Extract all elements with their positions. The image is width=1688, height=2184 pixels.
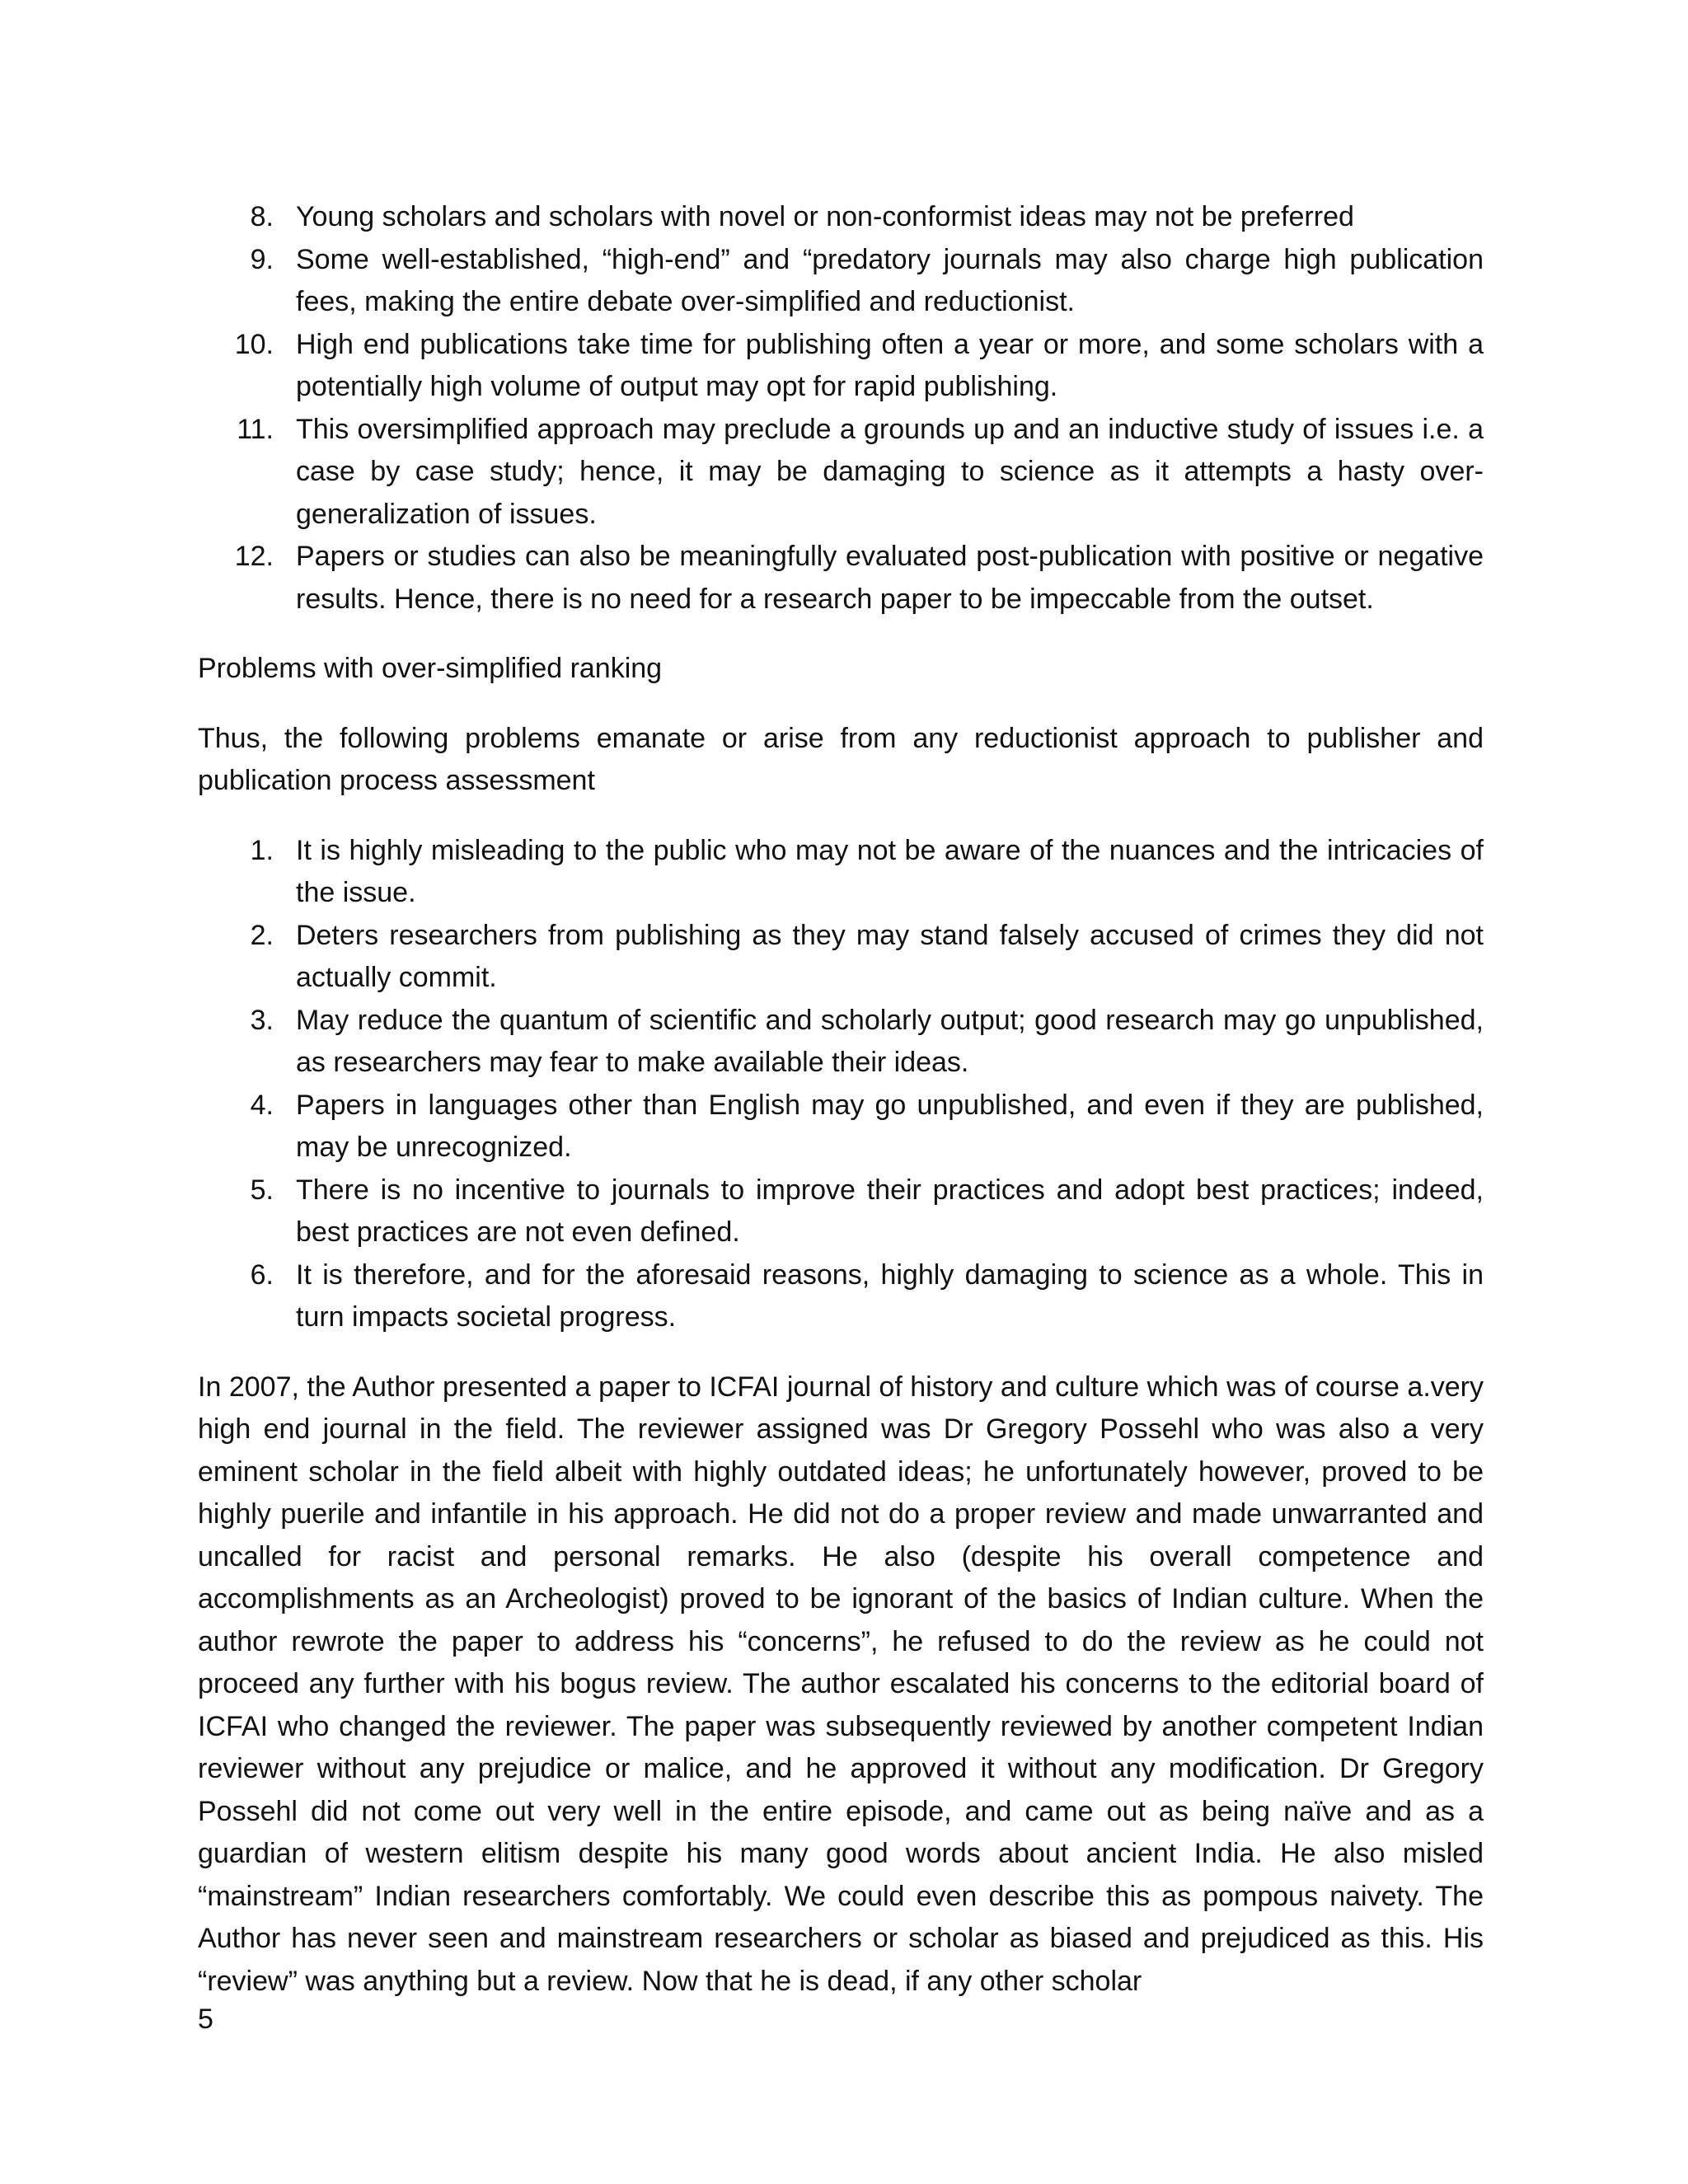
list-item-number: 3.: [250, 1004, 274, 1036]
body-paragraph: In 2007, the Author presented a paper to ICFAI journal of history and culture which was of course a.very high end journal in the field. The reviewer assigned was Dr Gregory Possehl who was also a very eminent scholar in the field albeit with highly outdated ideas; he unfortunately however, proved to be highly puerile and infantile in his approach. He did not do a proper review and made unwarranted and uncalled for racist and personal remarks. He also (despite his overall competence and accomplishments as an Archeologist) proved to be ignorant of the basics of Indian culture. When the author rewrote the paper to address his “concerns”, he refused to do the review as he could not proceed any further with his bogus review. The author escalated his concerns to the editorial board of ICFAI who changed the reviewer. The paper was subsequently reviewed by another competent Indian reviewer without any prejudice or malice, and he approved it without any modification. Dr Gregory Possehl did not come out very well in the entire episode, and came out as being naïve and as a guardian of western elitism despite his many good words about ancient India. He also misled “mainstream” Indian researchers comfortably. We could even describe this as pompous naivety. The Author has never seen and mainstream researchers or scholar as biased and prejudiced as this. His “review” was anything but a review. Now that he is dead, if any other scholar: [198, 1371, 1484, 1997]
list-item: [198, 1000, 1484, 1085]
list-item: [198, 1254, 1484, 1339]
list-item: [198, 409, 1484, 537]
list-item-text: This oversimplified approach may preclude a grounds up and an inductive study of issues i.e. a case by case study; hence, it may be damaging to science as it attempts a hasty over-generalization of issues.: [296, 413, 1484, 530]
list-item-text: It is therefore, and for the aforesaid reasons, highly damaging to science as a whole. This in turn impacts societal progress.: [296, 1258, 1484, 1333]
section-heading: Problems with over-simplified ranking: [198, 653, 663, 684]
list-item-number: 4.: [250, 1089, 274, 1121]
list-item-number: 5.: [250, 1174, 274, 1206]
list-item-text: High end publications take time for publishing often a year or more, and some scholars with a potentially high volume of output may opt for rapid publishing.: [296, 328, 1484, 402]
intro-paragraph: Thus, the following problems emanate or arise from any reductionist approach to publisher and publication process assessment: [198, 722, 1484, 796]
numbered-list-continued: [198, 196, 1484, 621]
list-item-text: Papers or studies can also be meaningfully evaluated post-publication with positive or negative results. Hence, there is no need for a research paper to be impeccable from the outset.: [296, 541, 1484, 615]
list-item: [198, 1085, 1484, 1169]
list-item: [198, 196, 1484, 239]
list-item-number: 12.: [234, 541, 274, 572]
list-item-text: Papers in languages other than English may go unpublished, and even if they are published, may be unrecognized.: [296, 1089, 1484, 1163]
list-item: [198, 239, 1484, 324]
list-item-number: 2.: [250, 919, 274, 951]
problems-list: [198, 830, 1484, 1339]
list-item-text: Deters researchers from publishing as they may stand falsely accused of crimes they did not actually commit.: [296, 919, 1484, 993]
list-item: [198, 915, 1484, 1000]
list-item-text: May reduce the quantum of scientific and scholarly output; good research may go unpublished, as researchers may fear to make available their ideas.: [296, 1004, 1484, 1078]
list-item-number: 11.: [237, 413, 274, 445]
page-number: 5: [198, 2004, 213, 2035]
list-item: [198, 324, 1484, 409]
page-content: [198, 196, 1484, 2003]
list-item-text: It is highly misleading to the public who may not be aware of the nuances and the intricacies of the issue.: [296, 834, 1484, 908]
list-item-number: 10.: [234, 328, 274, 360]
list-item-number: 6.: [250, 1258, 274, 1291]
list-item-text: There is no incentive to journals to improve their practices and adopt best practices; indeed, best practices are not even defined.: [296, 1174, 1484, 1248]
list-item-text: Some well-established, “high-end” and “predatory journals may also charge high publication fees, making the entire debate over-simplified and reductionist.: [296, 243, 1484, 317]
list-item: [198, 536, 1484, 621]
list-item: [198, 830, 1484, 915]
list-item-number: 1.: [250, 834, 274, 866]
list-item-text: Young scholars and scholars with novel or non-conformist ideas may not be preferred: [296, 201, 1354, 232]
list-item-number: 8.: [250, 201, 274, 232]
list-item-number: 9.: [250, 243, 274, 275]
list-item: [198, 1169, 1484, 1254]
